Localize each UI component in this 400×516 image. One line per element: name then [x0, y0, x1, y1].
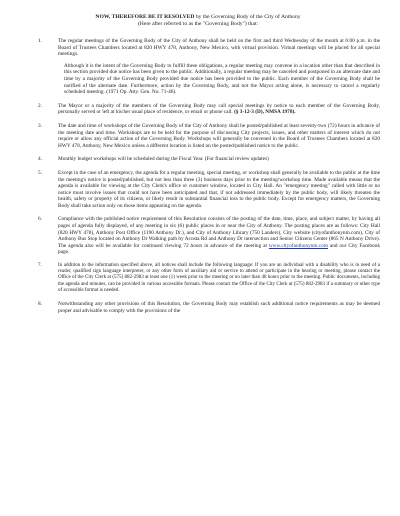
item-number: 4.: [38, 156, 42, 163]
heading-line-1: [16, 14, 380, 21]
statute-citation: (§ 3-12-3 (D), NMSA 1978).: [234, 109, 296, 116]
item-4: [16, 156, 380, 163]
item-text: Compliance with the published notice requirement of this Resolution consists of the posting of the date, time, place, and subject matter, by having all pages of agenda fully displayed, of any meeting in six (6) public places in or near the City of Anthony. The posting places are as follows: City Hall (820 HWY 478), Anthony Post Office (1190 Anthony Dr.), and City of Anthony Library (750 Landers), City website (cityofanthonynm.com), City of Anthony Bus Stop located on Anthony Dr Walking path by Acosta Rd and Anthony Dr intersection and Senior Citizens Center (865 N Anthony Drive). The agenda also will be available for continued viewing 72 hours in advance of the meeting at: [58, 216, 380, 249]
resolution-heading: [16, 14, 380, 28]
item-text: The date and time of workshops of the Governing Body of the City of Anthony shall be posted/published at least seventy-two (72) hours in advance of the meeting date and time. Workshops are to be held for the purpose of discussing City projects, issues, and other matters of interest which do not require or allow any official action of the Governing Body. Workshops will generally be convened in the Board of Trustees Chambers located at 820 HWY 478, Anthony, New Mexico unless a different location is listed on the posted/published notice to the public.: [58, 122, 380, 149]
item-text: Except in the case of an emergency, the agenda for a regular meeting, special meeting, or workshop shall generally be available to the public at the time the meeting's notice is posted/published, but not less than three (3) business days prior to the meeting/workshop time. Made available means that the agenda is available for viewing at the City Clerk's office or customer window, located in City Hall. An "emergency meeting" called with little or no notice must involve issues that could not have been anticipated and that, if not addressed immediately by the public body, will likely threaten the health, safety or property of its citizens, or likely result in substantial financial loss to the public body. Except for emergency matters, the Governing Body shall take action only on those items appearing on the agenda.: [58, 169, 380, 209]
item-text-wrapper: [58, 103, 380, 116]
item-text-wrapper: [58, 216, 380, 256]
item-text-end: and our City Facebook page.: [58, 242, 380, 256]
item-6: [16, 216, 380, 256]
heading-line-2: (Here after referred to as the "Governing Body") that:: [137, 21, 259, 27]
item-1: [16, 38, 380, 96]
item-text: Monthly budget workshops will be scheduled during the Fiscal Year. (For financial review updates): [58, 156, 269, 163]
item-2: [16, 103, 380, 116]
item-3: [16, 123, 380, 149]
item-number: 6.: [38, 216, 42, 223]
item-5: [16, 170, 380, 210]
heading-lead: NOW, THEREFORE BE IT RESOLVED: [95, 14, 195, 20]
item-number: 5.: [38, 169, 42, 176]
item-number: 8.: [38, 301, 42, 308]
item-text: In addition to the information specified above, all notices shall include the following language: If you are an individual with a disability who is in need of a reader, qualified sign language interpreter, or any other form of auxiliary aid or service to attend or participate in the hearing or meeting, please contact the Office of the City Clerk at (575) 882-2983 at least one (1) week prior to the meeting or no later than 48 hours prior to the meeting. Public documents, including the agenda and minutes, can be provided in various accessible formats. Please contact the Office of the City Clerk at (575) 882-2983 if a summary or other type of accessible format is needed.: [58, 263, 380, 293]
heading-rest: by the Governing Body of the City of Anthony: [194, 14, 301, 20]
item-text: The regular meetings of the Governing Body of the City of Anthony shall be held on the first and third Wednesday of the month at 6:00 p.m. in the Board of Trustees Chambers located at 820 HWY 478, Anthony, New Mexico, with virtual provision. Virtual meetings will be placed for all special meetings.: [58, 38, 380, 58]
city-website-link[interactable]: www.cityofanthonynm.com: [268, 242, 328, 249]
item-8: [16, 301, 380, 314]
item-text: The Mayor or a majority of the members of the Governing Body may call special meetings by notice to each member of the Governing Body, personally served or left at his/her usual place of residence, or email or phone call.: [58, 102, 380, 116]
item-number: 3.: [38, 122, 42, 129]
item-number: 1.: [38, 38, 42, 44]
item-subparagraph: Although it is the intent of the Governing Body to fulfill these obligations, a regular meeting may convene in a location other than that described in this section provided due notice has been given to the public. Additionally, a regular meeting may be canceled and postponed in an alternate date and time by a majority of the Governing Body provided due notice has been provided to the public. Each member of the Governing Body shall be notified of the alternate date. Furthermore, action by the Governing Body, and not the Mayor acting alone, is necessary to cancel a regularly scheduled meeting. (1971 Op. Atty. Gen. No. 71-46).: [64, 62, 380, 96]
item-7: [16, 263, 380, 294]
item-text: Notwithstanding any other provisions of this Resolution, the Governing Body may establish such additional notice requirements as may be deemed proper and advisable to comply with the provisions of the: [58, 301, 380, 314]
item-number: 7.: [38, 263, 42, 269]
item-number: 2.: [38, 102, 42, 109]
